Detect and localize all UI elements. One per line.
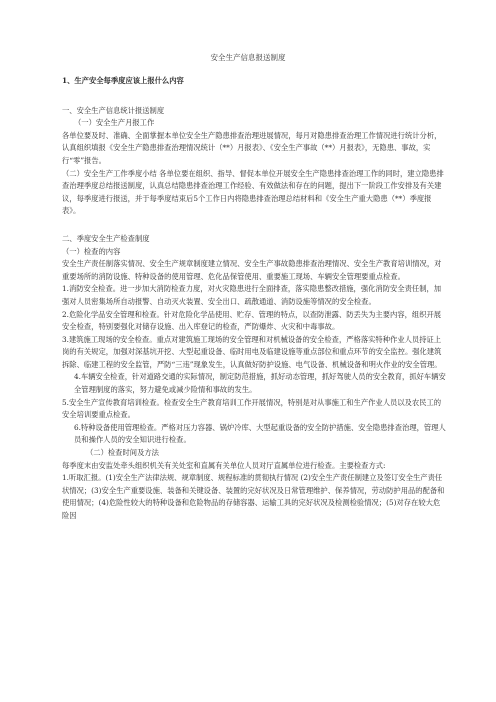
document-body	[62, 75, 446, 523]
section-1-heading: 一、安全生产信息统计报送制度	[62, 105, 165, 115]
section-2-method-intro: 每季度末由安监处牵头组织机关有关处室和直属有关单位人员对厅直属单位进行检查。主要检查方式:	[62, 460, 386, 470]
check-item-3: 3.建筑施工现场的安全检查。重点对建筑施工现场的安全管理和对机械设备的安全检查，严格落实特种作业人员持证上岗的有关规定，加强对深基坑开挖、大型起重设备、临时用电及临建设施等重点部位和重点环节的安全监控。强化建筑拆除、临建工程的安全监管，严防“三违”现象发生，认真做好防护设施、电气设备、机械设备和明火作业的安全管理。	[62, 334, 442, 369]
section-2-heading: 二、季度安全生产检查制度	[62, 233, 150, 243]
section-1-paragraph-2: （二）安全生产工作季度小结 各单位要在组织、指导、督促本单位开展安全生产隐患排查治理工作的同时，建立隐患排查治理季度总结报送制度，认真总结隐患排查治理工作经验、有效做法和存在的问题，提出下一阶段工作安排及有关建议，每季度进行报送，并于每季度结束后5个工作日内将隐患排查治理总结材料和《安全生产重大隐患（**）季度报表》。	[62, 168, 444, 216]
document-title: 安全生产信息报送制度	[210, 53, 286, 62]
check-item-1: 1.消防安全检查。进一步加大消防检查力度，对火灾隐患进行全面排查，落实隐患整改措施，强化消防安全责任制，加强对人员密集场所自动报警、自动灭火装置、安全出口、疏散通道、消防设施等情况的安全检查。	[62, 284, 442, 306]
check-item-2: 2.危险化学品安全管理和检查。针对危险化学品使用、贮存、管理的特点，以查防泄露、防丢失为主要内容，组织开展安全检查，特别要强化对储存设施、出入库登记的检查，严防爆炸、火灾和中毒事故。	[62, 309, 442, 332]
section-2-subheading-2: （二）检查时间及方法	[86, 448, 159, 458]
section-2-subheading-1: （一）检查的内容	[62, 246, 121, 256]
section-2-method-paragraph: 1.听取汇报。(1)安全生产法律法规、规章制度、规程标准的贯彻执行情况 (2)安全生产责任制建立及签订安全生产责任状情况；(3)安全生产重要设施、装备和关键设备、装置的完好状况及日常管理维护、保养情况，劳动防护用品的配备和使用情况；(4)危险性较大的特种设备和危险物品的存储容器、运输工具的完好状况及检测检验情况；(5)对存在较大危险因	[62, 473, 445, 520]
check-item-4: 4.车辆安全检查，针对道路交通的实际情况，制定防范措施，抓好动态管理，抓好驾驶人员的安全教育，抓好车辆安全管理制度的落实，努力避免或减少险情和事故的发生。	[74, 372, 446, 395]
section-2-intro: 安全生产责任制落实情况、安全生产规章制度建立情况、安全生产事故隐患排查治理情况、安全生产教育培训情况，对重要场所的消防设施、特种设备的使用管理、危化品保管使用、重要施工现场、车辆安全管理要重点检查。	[62, 259, 442, 281]
check-item-6: 6.特种设备使用管理检查。严格对压力容器、锅炉冷库、大型起重设备的安全防护措施、安全隐患排查治理，管理人员和操作人员的安全知识进行检查。	[74, 422, 446, 445]
question-line: 1、生产安全每季度应该上报什么内容	[62, 76, 184, 85]
section-1-subheading-1: （一）安全生产月报工作	[74, 118, 155, 128]
check-item-5: 5.安全生产宣传教育培训检查。检查安全生产教育培训工作开展情况，特别是对从事施工和生产作业人员以及农民工的安全培训要重点检查。	[62, 397, 442, 420]
section-1-paragraph-1: 各单位要及时、准确、全面掌握本单位安全生产隐患排查治理进展情况，每月对隐患排查治理工作情况进行统计分析，认真组织填报《安全生产隐患排查治理情况统计（**）月报表》、《安全生产事故（**）月报表》，无隐患、事故，实行“零”报告。	[62, 130, 442, 165]
